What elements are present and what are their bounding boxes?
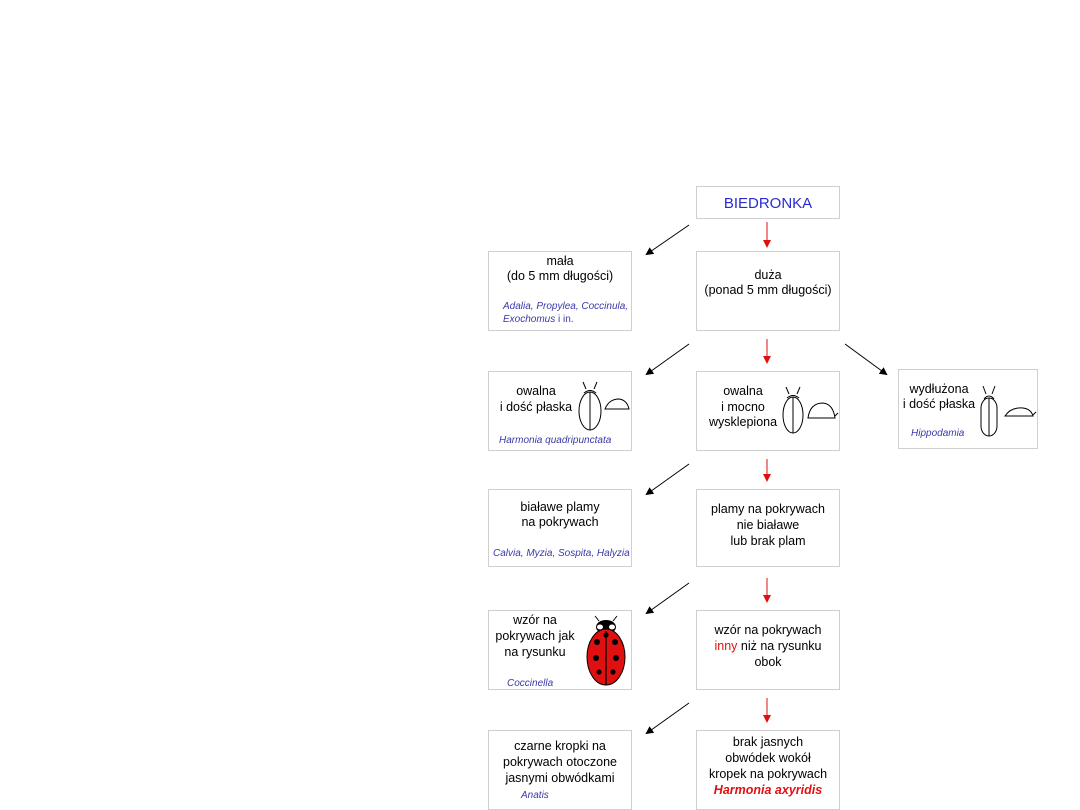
beetle-oval-flat-side-icon: [603, 396, 631, 412]
box-oval-domed-line3: wysklepiona: [708, 415, 778, 429]
box-pattern-other: [696, 610, 840, 690]
box-small-genera-2: [503, 313, 574, 326]
box-large-line2: (ponad 5 mm długości): [704, 283, 832, 297]
box-no-halo-line1: brak jasnych: [732, 735, 804, 749]
box-dots-halo-line2: pokrywach otoczone: [503, 755, 617, 769]
box-oval-domed-line2: i mocno: [721, 400, 765, 414]
box-no-halo-line3: kropek na pokrywach: [708, 767, 828, 781]
box-small-genera-1: Adalia, Propylea, Coccinula,: [503, 301, 629, 312]
arrow-side-right: [845, 344, 886, 374]
box-small-line2: (do 5 mm długości): [506, 269, 614, 283]
box-pattern-genera: Coccinella: [507, 678, 554, 689]
box-pattern-other-line1: wzór na pokrywach: [714, 623, 822, 637]
ladybird-icon: [585, 615, 627, 687]
box-oval-flat-genera: Harmonia quadripunctata: [499, 435, 612, 446]
beetle-oval-domed-top-icon: [779, 384, 807, 438]
arrow-side-2: [647, 344, 689, 374]
box-pattern-other-line2-rest: niż na rysunku: [737, 639, 822, 653]
box-large: [696, 251, 840, 331]
box-dots-halo-genera: Anatis: [521, 790, 549, 801]
box-pattern-other-line2: [697, 639, 839, 654]
genera-exochomus: Exochomus: [503, 314, 556, 325]
word-inny: inny: [714, 639, 738, 653]
beetle-elongate-side-icon: [1003, 404, 1037, 420]
beetle-oval-domed-side-icon: [805, 400, 839, 422]
box-not-whitish-line2: nie białawe: [736, 518, 800, 532]
beetle-elongate-top-icon: [977, 382, 1001, 440]
box-pattern-as-drawn: [488, 610, 632, 690]
arrow-side-4: [647, 583, 689, 613]
box-dots-halo-line1: czarne kropki na: [514, 739, 606, 753]
box-not-whitish: [696, 489, 840, 567]
box-whitish-line2: na pokrywach: [521, 515, 599, 529]
box-elongate-genera: Hippodamia: [911, 428, 965, 439]
box-whitish-spots: [488, 489, 632, 567]
box-oval-domed: [696, 371, 840, 451]
box-not-whitish-line3: lub brak plam: [730, 534, 806, 548]
box-black-dots-halo: [488, 730, 632, 810]
genera-etc: i in.: [555, 314, 574, 325]
box-elongate-line1: wydłużona: [909, 382, 969, 396]
box-whitish-line1: białawe plamy: [520, 500, 600, 514]
box-elongate: [898, 369, 1038, 449]
box-large-line1: duża: [754, 268, 782, 282]
box-oval-flat-line1: owalna: [516, 384, 556, 398]
box-oval-flat-line2: i dość płaska: [499, 400, 573, 414]
box-small-line1: mała: [546, 254, 574, 268]
box-dots-halo-line3: jasnymi obwódkami: [505, 771, 615, 785]
box-oval-domed-line1: owalna: [723, 384, 763, 398]
box-not-whitish-line1: plamy na pokrywach: [711, 502, 825, 516]
box-pattern-line1: wzór na: [513, 613, 557, 627]
box-pattern-line3: na rysunku: [504, 645, 566, 659]
root-box: [696, 186, 840, 219]
arrow-side-3: [647, 464, 689, 494]
beetle-oval-top-icon: [575, 378, 605, 434]
arrow-side-1: [647, 225, 689, 254]
box-no-halo-line2: obwódek wokół: [725, 751, 811, 765]
box-whitish-genera: Calvia, Myzia, Sospita, Halyzia: [493, 548, 630, 559]
box-no-halo: [696, 730, 840, 810]
arrow-side-5: [647, 703, 689, 733]
root-title: BIEDRONKA: [723, 195, 813, 212]
result-harmonia-axyridis: Harmonia axyridis: [713, 783, 823, 797]
box-pattern-other-line3: obok: [754, 655, 782, 669]
box-pattern-line2: pokrywach jak: [495, 629, 575, 643]
box-small: [488, 251, 632, 331]
box-oval-flat: [488, 371, 632, 451]
box-elongate-line2: i dość płaska: [902, 397, 976, 411]
